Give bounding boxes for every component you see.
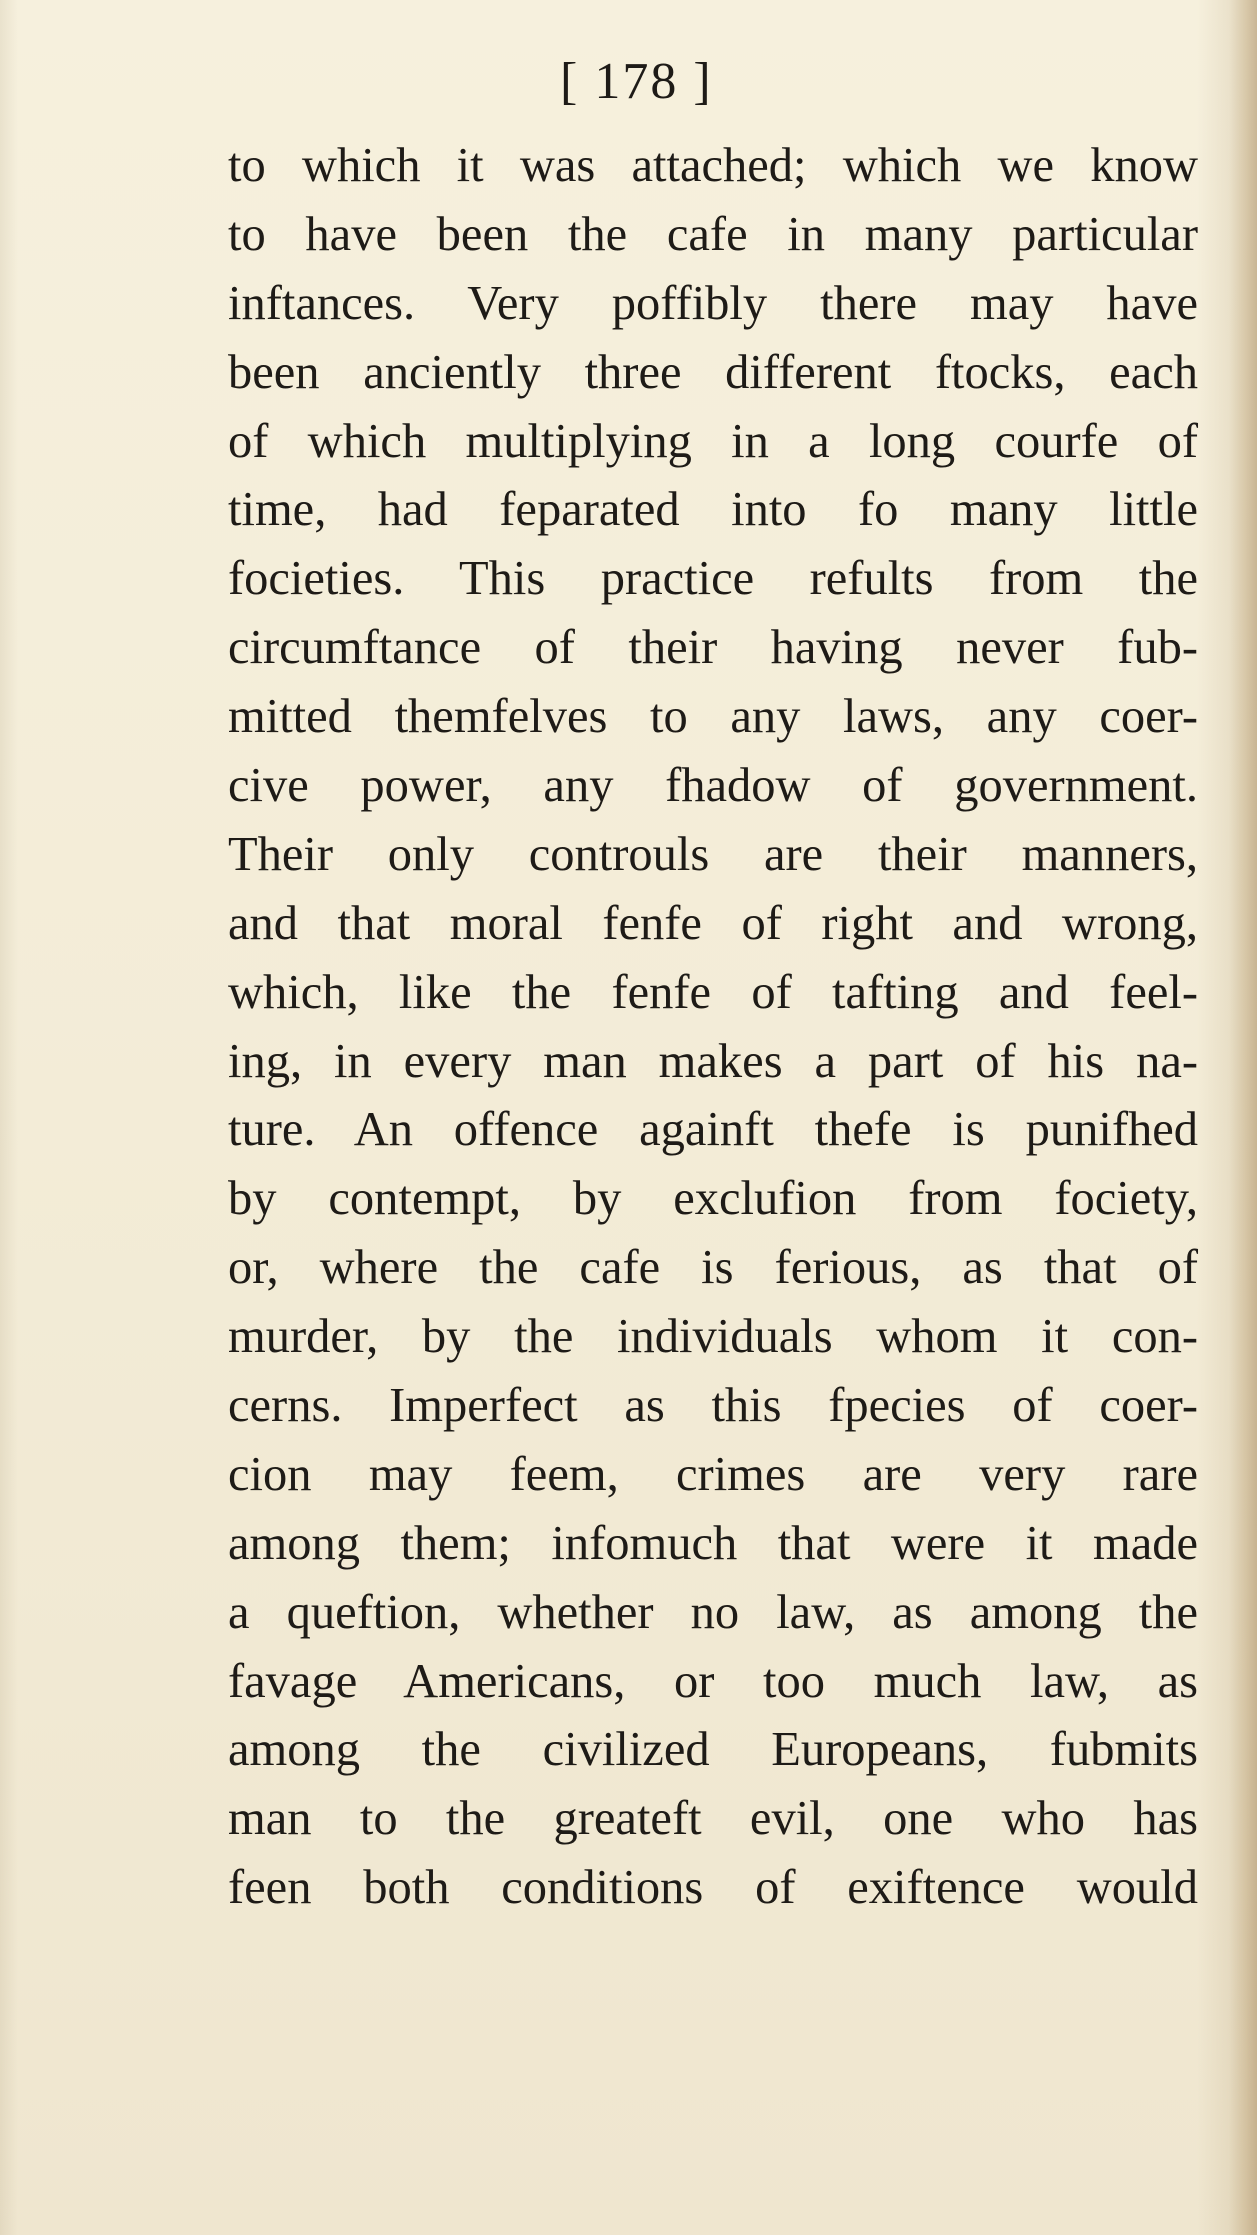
text-line: ture. An offence againft thefe is punifhed xyxy=(228,1103,1198,1157)
text-line: or, where the cafe is ferious, as that of xyxy=(228,1241,1198,1295)
text-line: favage Americans, or too much law, as xyxy=(228,1654,1198,1708)
text-line: a queftion, whether no law, as among the xyxy=(228,1585,1198,1639)
text-line: by contempt, by exclufion from fociety, xyxy=(228,1172,1198,1226)
page-number-header: [ 178 ] xyxy=(560,53,713,110)
text-line: of which multiplying in a long courfe of xyxy=(228,414,1198,468)
text-line: and that moral fenfe of right and wrong, xyxy=(228,896,1198,950)
text-line: to have been the cafe in many particular xyxy=(228,207,1198,261)
text-line: inftances. Very poffibly there may have xyxy=(228,276,1198,330)
text-line: circumftance of their having never fub- xyxy=(228,621,1198,675)
page-edge-shadow xyxy=(1229,0,1257,2235)
text-line: cion may feem, crimes are very rare xyxy=(228,1447,1198,1501)
text-line: cive power, any fhadow of government. xyxy=(228,759,1198,813)
text-line: which, like the fenfe of tafting and feel- xyxy=(228,965,1198,1019)
text-line: to which it was attached; which we know xyxy=(228,139,1198,192)
text-line: cerns. Imperfect as this fpecies of coer- xyxy=(228,1379,1198,1433)
text-line: murder, by the individuals whom it con- xyxy=(228,1310,1198,1364)
text-line: among the civilized Europeans, fubmits xyxy=(228,1723,1198,1777)
text-line: been anciently three different ftocks, each xyxy=(228,345,1198,399)
text-line: mitted themfelves to any laws, any coer- xyxy=(228,690,1198,744)
text-line: time, had feparated into fo many little xyxy=(228,483,1198,537)
text-line: focieties. This practice refults from the xyxy=(228,552,1198,606)
text-line: feen both conditions of exiftence would xyxy=(228,1861,1198,1915)
text-line: among them; infomuch that were it made xyxy=(228,1516,1198,1570)
text-line: man to the greateft evil, one who has xyxy=(228,1792,1198,1846)
text-line: ing, in every man makes a part of his na- xyxy=(228,1034,1198,1088)
body-text xyxy=(228,132,1198,1923)
text-line: Their only controuls are their manners, xyxy=(228,827,1198,881)
